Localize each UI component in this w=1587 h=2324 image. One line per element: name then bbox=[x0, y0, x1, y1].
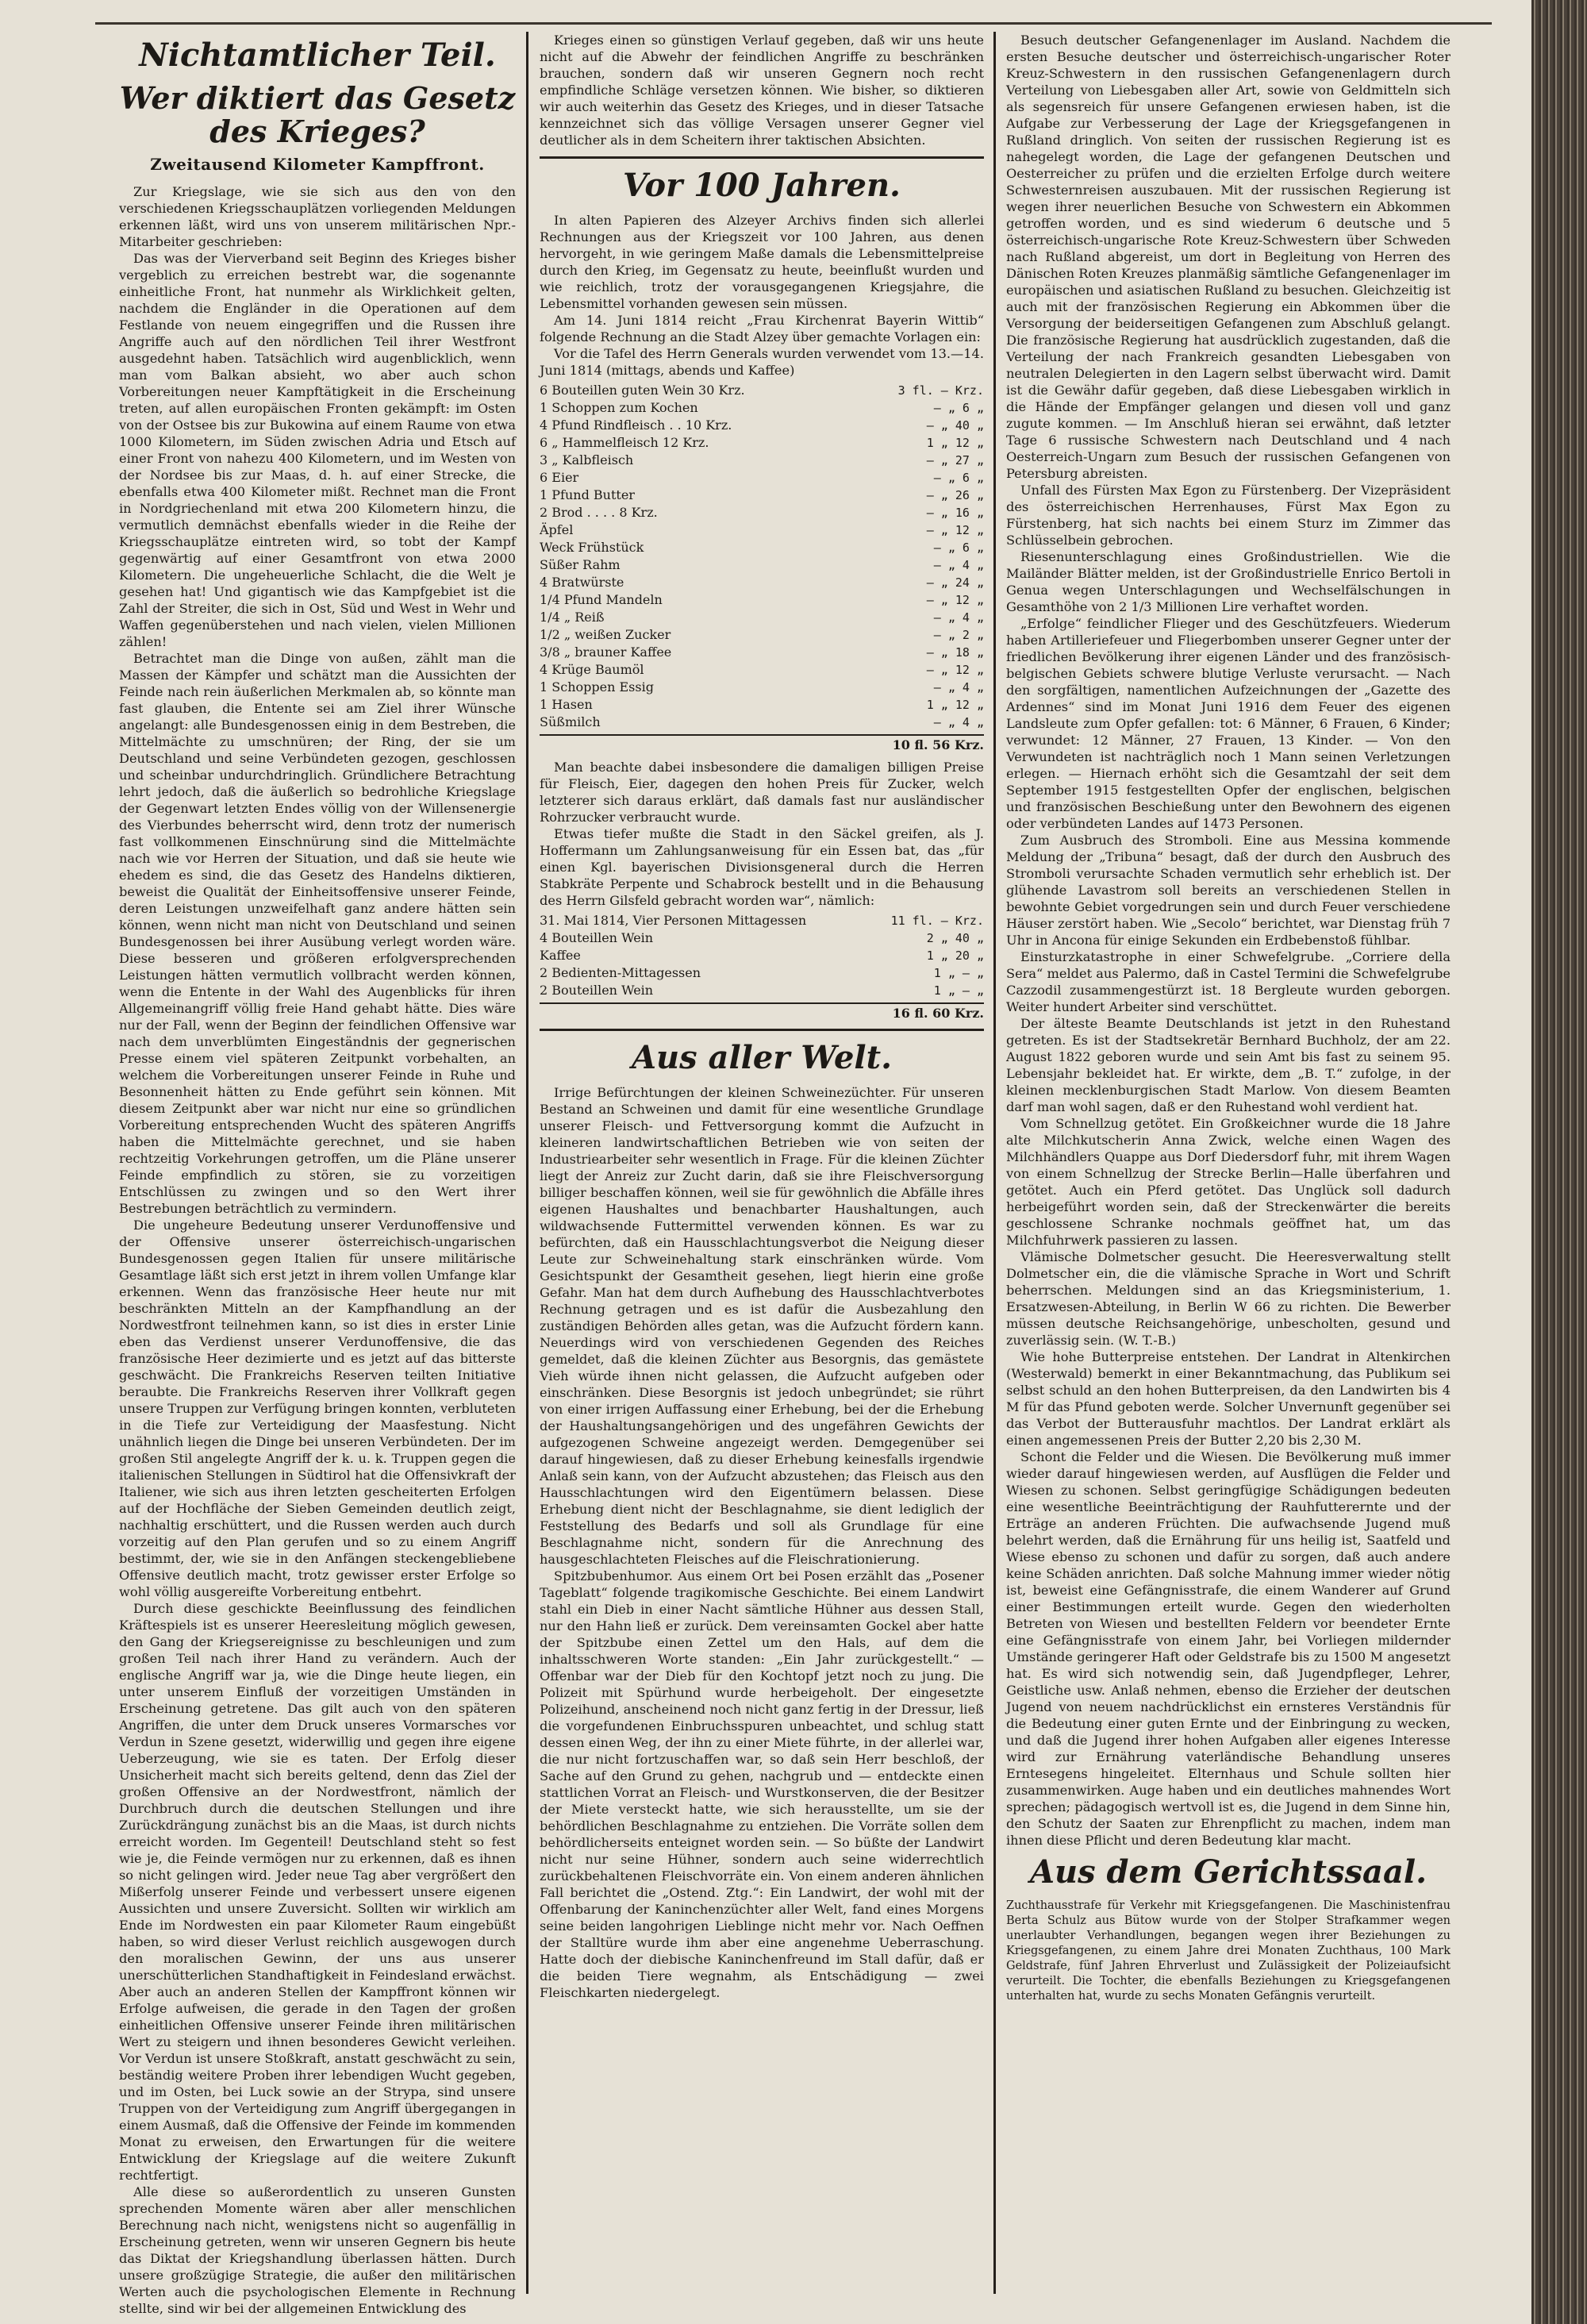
bill-row bbox=[540, 434, 984, 452]
bill-item: Kaffee bbox=[540, 948, 581, 963]
bill-amount: — „ 4 „ bbox=[933, 715, 984, 729]
news-item: Schont die Felder und die Wiesen. Die Bevölkerung muß immer wieder darauf hingewiesen werden, auf Ausflügen die Felder und Wiesen zu schonen. Selbst geringfügige Schädigungen bedeuten eine wesentliche Beeinträchtigung der Rauhfutterernte und der Erträge an anderen Früchten. Die aufwachsende Jugend muß belehrt werden, daß die Ernährung für uns heilig ist, Saatfeld und Wiese ebenso zu schonen und dafür zu sorgen, daß auch andere keine Schäden anrichten. Daß solche Mahnung immer wieder nötig ist, beweist eine Gefängnisstrafe, die einem Wanderer auf Grund einer Bestimmungen erteilt wurde. Gegen den wiederholten Betreten von Wiesen und bestellten Feldern vor beendeter Ernte eine Gefängnisstrafe von einem Jahr, bei Vorliegen mildernder Umstände geringerer Haft oder Geldstrafe bis zu 1500 M angesetzt hat. Es wird sich notwendig sein, daß Jugendpfleger, Lehrer, Geistliche usw. Anlaß nehmen, ebenso die Erzieher der deutschen Jugend von neuem nachdrücklichst ein ernsteres Verständnis für die Bedeutung einer guten Ernte und der Einbringung zu wecken, und daß die Jugend ihrer hohen Aufgaben aller eigenes Interesse wird zur Ernährung vaterländische Behandlung unseres Erntesegens hingeleitet. Elternhaus und Schule sollten hier zusammenwirken. Auge haben und ein deutliches mahnendes Wort sprechen; pädagogisch wertvoll ist es, die Jugend in dem Sinne hin, den Schutz der Saaten zur Ehrenpflicht zu machen, indem man ihnen diese Pflicht und deren Bedeutung klar macht. bbox=[1006, 1449, 1451, 1848]
bill-row bbox=[540, 574, 984, 591]
bill-total: 16 fl. 60 Krz. bbox=[540, 1002, 984, 1021]
bill-row bbox=[540, 714, 984, 731]
top-border bbox=[95, 22, 1492, 25]
bill-item: 4 Bratwürste bbox=[540, 575, 624, 590]
bill-row bbox=[540, 487, 984, 504]
section-title: Aus dem Gerichtssaal. bbox=[1029, 1853, 1428, 1891]
article-paragraph: Krieges einen so günstigen Verlauf gegeben, daß wir uns heute nicht auf die Abwehr der feindlichen Angriffe zu beschränken brauchen, sondern daß wir unseren Gegnern noch recht empfindliche Schläge versetzen können. Wie bisher, so diktieren wir auch weiterhin das Gesetz des Krieges, und in dieser Tatsache kennzeichnet sich das völlige Versagen unserer Gegner viel deutlicher als in dem Scheitern ihrer taktischen Absichten. bbox=[540, 33, 984, 148]
news-item: Vlämische Dolmetscher gesucht. Die Heeresverwaltung stellt Dolmetscher ein, die die vlämische Sprache in Wort und Schrift beherrschen. Meldungen sind an das Kriegsministerium, 1. Ersatzwesen-Abteilung, in Berlin W 66 zu richten. Die Bewerber müssen deutsche Reichsangehörige, unbescholten, gesund und zuverlässig sein. (W. T.-B.) bbox=[1006, 1249, 1451, 1348]
court-item: Zuchthausstrafe für Verkehr mit Kriegsgefangenen. Die Maschinistenfrau Berta Schulz aus Bütow wurde von der Stolper Strafkammer wegen unerlaubter Verhandlungen, begangen wegen ihrer Beziehungen zu Kriegsgefangenen, zu einem Jahre drei Monaten Zuchthaus, 100 Mark Geldstrafe, fünf Jahren Ehrverlust und Zulässigkeit der Polizeiaufsicht verurteilt. Die Tochter, die ebenfalls Beziehungen zu Kriegsgefangenen unterhalten hat, wurde zu sechs Monaten Gefängnis verurteilt. bbox=[1006, 1899, 1451, 2003]
bill-amount: — „ 6 „ bbox=[933, 401, 984, 415]
bill-amount: — „ 12 „ bbox=[926, 663, 984, 677]
bill-amount: — „ 2 „ bbox=[933, 628, 984, 642]
column-1 bbox=[119, 32, 516, 2316]
article-paragraph: Durch diese geschickte Beeinflussung des feindlichen Kräftespiels ist es unserer Heeresleitung möglich gewesen, den Gang der Kriegsereignisse zu beschleunigen und zum großen Teil nach ihrer Hand zu verändern. Auch der englische Angriff war ja, wie die Dinge heute liegen, ein unter unserem Einfluß der vorzeitigen Umständen in Erscheinung getretene. Das gilt auch von den späteren Angriffen, die unter dem Druck unseres Vormarsches vor Verdun in Szene gesetzt, widerwillig und gegen ihre eigene Ueberzeugung, wie sie es taten. Der Erfolg dieser Unsicherheit macht sich bereits geltend, denn das Ziel der großen Offensive an der Nordwestfront, nämlich der Durchbruch durch die deutschen Stellungen und ihre Zurückdrängung zunächst bis an die Maas, ist durch nichts erreicht worden. Im Gegenteil! Deutschland steht so fest wie je, die Feinde vermögen nur zu erkennen, daß es ihnen so nicht gelingen wird. Jeder neue Tag aber vergrößert den Mißerfolg unserer Feinde und verbessert unsere eigenen Aussichten und unsere Zuversicht. Sollten wir wirklich am Ende im Nordwesten ein paar Kilometer Raum eingebüßt haben, so wird dieser Verlust reichlich ausgewogen durch den moralischen Gewinn, der uns aus unserer unerschütterlichen Standhaftigkeit in Feindesland erwächst. Aber auch an anderen Stellen der Kampffront können wir Erfolge aufweisen, die gerade in den Tagen der großen einheitlichen Offensive unserer Feinde ihren militärischen Wert zu steigern und ihnen besonderes Gewicht verleihen. Vor Verdun ist unsere Stoßkraft, anstatt geschwächt zu sein, beständig weitere Proben ihrer lebendigen Wucht gegeben, und im Osten, bei Luck sowie an der Strypa, sind unsere Truppen von der Verteidigung zum Angriff übergegangen in einem Ausmaß, daß die Offensive der Feinde im kommenden Monat zu erweisen, den Erwartungen für die weitere Entwicklung der Kriegslage auf die weitere Zukunft rechtfertigt. bbox=[119, 1600, 516, 2183]
bill-item: 1/2 „ weißen Zucker bbox=[540, 627, 671, 642]
article-paragraph: Die ungeheure Bedeutung unserer Verdunoffensive und der Offensive unserer österreichisch-ungarischen Bundesgenossen gegen Italien für unsere militärische Gesamtlage läßt sich erst jetzt in ihrem vollen Umfange klar erkennen. Wenn das französische Heer heute nur mit beschränkten Mitteln an der Kampfhandlung an der Nordwestfront teilnehmen kann, so ist dies in erster Linie eben das Verdienst unserer Verdunoffensive, die das französische Heer dezimierte und es jetzt auf das bitterste geschwächt. Die Frankreichs Reserven teilten Initiative beraubte. Die Frankreichs Reserven ihrer Vollkraft gegen unsere Truppen zur Verfügung bringen konnten, verbluteten in die Tiefe zur Verteidigung der Maasfestung. Nicht unähnlich liegen die Dinge bei unseren Verbündeten. Der im großen Stil angelegte Angriff der k. u. k. Truppen gegen die italienischen Stellungen in Südtirol hat die Offensivkraft der Italiener, wie sich aus ihren letzten gescheiterten Erfolgen auf der Hochfläche der Sieben Gemeinden deutlich zeigt, nachhaltig erschüttert, und die Russen werden auch durch vorzeitig auf den Plan gerufen und so zu einem Angriff bestimmt, der, wie sie in den Anfängen steckengebliebene Offensive deutlich macht, trotz gewisser erster Erfolge so wohl völlig ausgereifte Vorbereitung entbehrt. bbox=[119, 1217, 516, 1599]
article-paragraph: Vor die Tafel des Herrn Generals wurden verwendet vom 13.—14. Juni 1814 (mittags, abends und Kaffee) bbox=[540, 346, 984, 378]
bill-item: 2 Brod . . . . 8 Krz. bbox=[540, 505, 658, 520]
bill-amount: 1 „ 12 „ bbox=[926, 698, 984, 712]
news-item: Vom Schnellzug getötet. Ein Großkeichner wurde die 18 Jahre alte Milchkutscherin Anna Zwick, welche einen Wagen des Milchhändlers Quappe aus Dorf Diedersdorf fuhr, mit ihrem Wagen von einem Schnellzug der Strecke Berlin—Halle überfahren und getötet. Auch ein Pferd getötet. Das Unglück soll dadurch herbeigeführt worden sein, daß der Streckenwärter die bereits geschlossene Schranke nochmals geöffnet hat, um das Milchfuhrwerk passieren zu lassen. bbox=[1006, 1116, 1451, 1248]
article-paragraph: In alten Papieren des Alzeyer Archivs finden sich allerlei Rechnungen aus der Kriegszeit vor 100 Jahren, aus denen hervorgeht, in wie geringem Maße damals die Lebensmittelpreise durch den Krieg, im Gegensatz zu heute, beeinflußt wurden und wie reichlich, trotz der vorausgegangenen Kriegsjahre, die Lebensmittel vorhanden gewesen sein müssen. bbox=[540, 213, 984, 311]
news-item: Einsturzkatastrophe in einer Schwefelgrube. „Corriere della Sera“ meldet aus Palermo, daß in Castel Termini die Schwefelgrube Cazzodil zusammengestürzt ist. 18 Bergleute wurden geborgen. Weiter hundert Arbeiter sind verschüttet. bbox=[1006, 949, 1451, 1014]
bill-row bbox=[540, 661, 984, 679]
bill-item: 31. Mai 1814, Vier Personen Mittagessen bbox=[540, 913, 807, 928]
bill-item: 4 Bouteillen Wein bbox=[540, 930, 654, 945]
bill-amount: — „ 4 „ bbox=[933, 680, 984, 695]
bill-amount: — „ 12 „ bbox=[926, 593, 984, 607]
bill-item: 3/8 „ brauner Kaffee bbox=[540, 644, 672, 660]
bill-table bbox=[540, 382, 984, 731]
bill-amount: — „ 4 „ bbox=[933, 558, 984, 572]
column-rule bbox=[526, 32, 528, 2294]
bill-row bbox=[540, 504, 984, 521]
bill-amount: — „ 4 „ bbox=[933, 610, 984, 625]
bill-item: 6 Eier bbox=[540, 470, 579, 485]
bill-row bbox=[540, 912, 984, 929]
bill-amount: — „ 6 „ bbox=[933, 471, 984, 485]
news-item: Unfall des Fürsten Max Egon zu Fürstenberg. Der Vizepräsident des österreichischen Herrenhauses, Fürst Max Egon zu Fürstenberg, hat sich nachts bei einem Sturz im Zimmer das Schlüsselbein gebrochen. bbox=[1006, 483, 1451, 548]
section-divider bbox=[540, 156, 984, 159]
bill-item: 2 Bouteillen Wein bbox=[540, 983, 654, 998]
news-item: Wie hohe Butterpreise entstehen. Der Landrat in Altenkirchen (Westerwald) bemerkt in einer Bekanntmachung, das Publikum sei selbst schuld an den hohen Butterpreisen, da den Landwirten bis 4 M für das Pfund geboten werde. Solcher Unvernunft gegenüber sei das Verbot der Butterausfuhr machtlos. Der Landrat erklärt als einen angemessenen Preis der Butter 2,20 bis 2,30 M. bbox=[1006, 1349, 1451, 1448]
bill-row bbox=[540, 382, 984, 399]
bill-row bbox=[540, 626, 984, 644]
column-2 bbox=[540, 32, 984, 2302]
bill-item: 6 Bouteillen guten Wein 30 Krz. bbox=[540, 383, 745, 398]
news-item: Zum Ausbruch des Stromboli. Eine aus Messina kommende Meldung der „Tribuna“ besagt, daß der durch den Ausbruch des Stromboli verursachte Schaden vermutlich sehr erheblich ist. Der glühende Lavastrom soll bereits an verschiedenen Stellen in bewohnte Gebiet vorgedrungen sein und durch Feuer verschiedene Häuser zerstört haben. Wie „Secolo“ berichtet, war Dienstag früh 7 Uhr in Ancona für einige Sekunden ein Erdbebenstoß fühlbar. bbox=[1006, 833, 1451, 948]
bill-item: 1 Hasen bbox=[540, 697, 593, 712]
article-paragraph: Am 14. Juni 1814 reicht „Frau Kirchenrat Bayerin Wittib“ folgende Rechnung an die Stadt Alzey über gemachte Vorlagen ein: bbox=[540, 313, 984, 344]
bill-amount: — „ 6 „ bbox=[933, 541, 984, 555]
bill-row bbox=[540, 399, 984, 417]
news-item: Riesenunterschlagung eines Großindustriellen. Wie die Mailänder Blätter melden, ist der Großindustrielle Enrico Bertoli in Genua wegen Unterschlagungen und Wechselfälschungen in Gesamthöhe von 2 1/3 Millionen Lire verhaftet worden. bbox=[1006, 549, 1451, 614]
bill-item: Süßer Rahm bbox=[540, 557, 621, 572]
bill-row bbox=[540, 521, 984, 539]
article-paragraph: Irrige Befürchtungen der kleinen Schweinezüchter. Für unseren Bestand an Schweinen und damit für eine wesentliche Grundlage unserer Fleisch- und Fettversorgung kommt die Aufzucht in kleineren landwirtschaftlichen Betrieben wie von seiten der Industriearbeiter sehr wesentlich in Frage. Für die kleinen Züchter liegt der Anreiz zur Zucht darin, daß sie ihre Fleischversorgung billiger beschaffen können, weil sie für gewöhnlich die Abfälle ihres eigenen Haushaltes und benachbarter Haushaltungen, auch wildwachsende Futtermittel verwenden können. Es war zu befürchten, daß ein Hausschlachtungsverbot die Neigung dieser Leute zur Schweinehaltung stark einschränken würde. Vom Gesichtspunkt der Gesamtheit gesehen, liegt hierin eine große Gefahr. Man hat dem durch Aufhebung des Hausschlachtverbotes Rechnung getragen und es ist dafür die Ausbezahlung den zuständigen Behörden alles getan, was die Aufzucht fördern kann. Neuerdings wird von verschiedenen Gegenden des Reiches gemeldet, daß die kleinen Züchter aus Besorgnis, das gemästete Vieh würde ihnen nicht gelassen, die Aufzucht aufgeben oder einschränken. Diese Besorgnis ist jedoch unbegründet; sie rührt von einer irrigen Auffassung einer Erhebung, bei der die Erhebung der Haushaltungsangehörigen und des ungefähren Gewichts der aufgezogenen Schweine angezeigt werden. Demgegenüber sei darauf hingewiesen, daß zu dieser Erhebung keinesfalls irgendwie Anlaß sein kann, von der Aufzucht abzustehen; das Fleisch aus den Hausschlachtungen wird den Eigentümern belassen. Diese Erhebung dient nicht der Beschlagnahme, sie dient lediglich der Feststellung des Bedarfs und soll als Grundlage für eine Beschlagnahme nicht, sondern für die Anrechnung des hausgeschlachteten Fleisches auf die Fleischrationierung. bbox=[540, 1085, 984, 1567]
article-subhead: Zweitausend Kilometer Kampffront. bbox=[150, 154, 485, 174]
bill-item: 4 Pfund Rindfleisch . . 10 Krz. bbox=[540, 417, 732, 433]
bill-row bbox=[540, 644, 984, 661]
article-paragraph: Spitzbubenhumor. Aus einem Ort bei Posen erzählt das „Posener Tageblatt“ folgende tragikomische Geschichte. Bei einem Landwirt stahl ein Dieb in einer Nacht sämtliche Hühner aus dessen Stall, nur den Hahn ließ er zurück. Dem vereinsamten Gockel aber hatte der Spitzbube einen Zettel um den Hals, auf dem die inhaltsschweren Worte standen: „Ein Jahr zurückgestellt.“ — Offenbar war der Dieb für den Kochtopf jetzt noch zu jung. Die Polizeit mit Spürhund wurde herbeigeholt. Der eingesetzte Polizeihund, anscheinend noch nicht ganz fertig in der Dressur, ließ die vorgefundenen Einbruchsspuren unbeachtet, und schlug statt dessen einen Weg, der ihn zu einer Miete führte, in der allerlei war, die nur nicht fortzuschaffen war, so daß sein Herr beschloß, der Sache auf den Grund zu gehen, nachgrub und — entdeckte einen stattlichen Vorrat an Fleisch- und Wurstkonserven, die der Besitzer der Miete versteckt hatte, wie sich herausstellte, um sie der behördlichen Beschlagnahme zu entziehen. Die Vorräte sollen dem behördlicherseits enteignet worden sein. — So büßte der Landwirt nicht nur seine Hühner, sondern auch seine widerrechtlich zurückbehaltenen Fleischvorräte ein. Von einem anderen ähnlichen Fall berichtet die „Ostend. Ztg.“: Ein Landwirt, der wohl mit der Offenbarung der Kaninchenzüchter aller Welt, fand eines Morgens seine beiden langohrigen Lieblinge nicht mehr vor. Nach Oeffnen der Stalltüre wurde ihm aber eine angenehme Ueberraschung. Hatte doch der diebische Kaninchenfreund im Stall dafür, daß er die beiden Tiere wegnahm, als Entschädigung — zwei Fleischkarten niedergelegt. bbox=[540, 1568, 984, 2000]
bill-item: 6 „ Hammelfleisch 12 Krz. bbox=[540, 435, 709, 450]
bill-amount: 3 fl. — Krz. bbox=[897, 383, 984, 398]
bill-item: 1 Schoppen zum Kochen bbox=[540, 400, 698, 415]
bill-row bbox=[540, 417, 984, 434]
bill-amount: 11 fl. — Krz. bbox=[890, 914, 984, 928]
article-paragraph: Zur Kriegslage, wie sie sich aus den von den verschiedenen Kriegsschauplätzen vorliegenden Meldungen erkennen läßt, wird uns von unserem militärischen Npr.-Mitarbeiter geschrieben: bbox=[119, 183, 516, 249]
bill-amount: 1 „ — „ bbox=[933, 966, 984, 980]
article-paragraph: Alle diese so außerordentlich zu unseren Gunsten sprechenden Momente wären aber aller menschlichen Berechnung nach nicht, wenigstens nicht so augenfällig in Erscheinung getreten, wenn wir unseren Gegnern bis heute das Diktat der Kriegshandlung überlassen hätten. Durch unsere großzügige Strategie, die außer den militärischen Werten auch die psychologischen Elemente in Rechnung stellte, sind wir bei der allgemeinen Entwicklung des bbox=[119, 2184, 516, 2316]
bill-amount: — „ 12 „ bbox=[926, 523, 984, 537]
bill-item: 2 Bedienten-Mittagessen bbox=[540, 965, 701, 980]
bill-amount: — „ 40 „ bbox=[926, 418, 984, 433]
bill-amount: — „ 24 „ bbox=[926, 575, 984, 590]
bill-amount: — „ 26 „ bbox=[926, 488, 984, 502]
bill-row bbox=[540, 696, 984, 714]
bill-row bbox=[540, 539, 984, 556]
section-title: Vor 100 Jahren. bbox=[623, 167, 901, 204]
bill-item: 1 Pfund Butter bbox=[540, 487, 635, 502]
bill-amount: — „ 16 „ bbox=[926, 506, 984, 520]
bill-row bbox=[540, 469, 984, 487]
bill-amount: 2 „ 40 „ bbox=[926, 931, 984, 945]
column-3 bbox=[1006, 32, 1451, 2302]
bill-item: 4 Krüge Baumöl bbox=[540, 662, 644, 677]
bill-amount: 1 „ 12 „ bbox=[926, 436, 984, 450]
article-paragraph: Man beachte dabei insbesondere die damaligen billigen Preise für Fleisch, Eier, dagegen den hohen Preis für Zucker, welch letzterer sich daraus erklärt, daß damals fast nur ausländischer Rohrzucker verbraucht wurde. bbox=[540, 760, 984, 825]
book-spine bbox=[1531, 0, 1587, 2324]
bill-amount: 1 „ — „ bbox=[933, 983, 984, 998]
bill-row bbox=[540, 929, 984, 947]
bill-item: 1/4 „ Reiß bbox=[540, 610, 605, 625]
bill-row bbox=[540, 609, 984, 626]
bill-item: 3 „ Kalbfleisch bbox=[540, 452, 634, 467]
bill-row bbox=[540, 591, 984, 609]
bill-row bbox=[540, 556, 984, 574]
article-paragraph: Etwas tiefer mußte die Stadt in den Säckel greifen, als J. Hoffermann um Zahlungsanweisung für ein Essen bat, das „für einen Kgl. bayerischen Divisionsgeneral durch die Herren Stabkräte Perpente und Schabrock bestellt und in die Behausung des Herrn Gilsfeld gebracht worden war“, nämlich: bbox=[540, 826, 984, 908]
section-title: Nichtamtlicher Teil. bbox=[139, 37, 496, 74]
bill-row bbox=[540, 982, 984, 999]
bill-item: Äpfel bbox=[540, 522, 574, 537]
article-paragraph: Das was der Vierverband seit Beginn des Krieges bisher vergeblich zu erreichen bestrebt war, die sogenannte einheitliche Front, hat nunmehr als Wirklichkeit gelten, nachdem die Engländer in die Operationen auf dem Festlande von neuem eingegriffen und die Russen ihre Angriffe auch auf den nördlichen Teil ihrer Westfront ausgedehnt haben. Tatsächlich wird augenblicklich, wenn man vom Balkan absieht, wo aber auch schon Vorbereitungen neuer Kampftätigkeit in die Erscheinung treten, auf allen europäischen Fronten gekämpft: im Osten von der Ostsee bis zur Bukowina auf einem Raume von etwa 1000 Kilometern, im Süden zwischen Adria und Etsch auf einer Front von nahezu 400 Kilometern, und im Westen von der Nordsee bis zur Maas, d. h. auf einer Strecke, die ebenfalls etwa 400 Kilometer mißt. Rechnet man die Front in Nordgriechenland mit etwa 200 Kilometern hinzu, die vermutlich demnächst ebenfalls wieder in die Reihe der Kriegsschauplätze eintreten wird, so tobt der Kampf gegenwärtig auf einer Gesamtfront von etwa 2000 Kilometern. Die ungeheuerliche Schlacht, die die Welt je gesehen hat! Und gigantisch wie das Kampfgebiet ist die Zahl der Streiter, die sich in Ost, Süd und West in Wehr und Waffen gegenüberstehen und nach vielen, vielen Millionen zählen! bbox=[119, 250, 516, 649]
news-item: Besuch deutscher Gefangenenlager im Ausland. Nachdem die ersten Besuche deutscher und österreichisch-ungarischer Roter Kreuz-Schwestern in den russischen Gefangenenlagern durch Verteilung von Liebesgaben aller Art, sowie von Geldmitteln sich als segensreich für unsere Gefangenen erwiesen haben, ist die Aufgabe zur Verbesserung der Lage der Kriegsgefangenen in Rußland dringlich. Von seiten der russischen Regierung ist es nahegelegt worden, die Lage der gefangenen Deutschen und Oesterreicher zu prüfen und die erzielten Erfolge durch weitere Schwesternreisen auszubauen. Mit der russischen Regierung ist wegen ihrer neuerlichen Besuche von Schwestern ein Abkommen getroffen worden, und es sind wiederum 6 deutsche und 5 österreichisch-ungarische Rote Kreuz-Schwestern über Schweden nach Rußland abgereist, um dort in Begleitung von Herren des Dänischen Roten Kreuzes planmäßig sämtliche Gefangenenlager im europäischen und asiatischen Rußland zu besuchen. Gleichzeitig ist auch mit der französischen Regierung ein Abkommen über die Versorgung der beiderseitigen Gefangenen zum Abschluß gelangt. Die französische Regierung hat ausdrücklich zugestanden, daß die Verteilung der nach Frankreich gesandten Liebesgaben von neutralen Delegierten in den Lagern selbst überwacht wird. Damit ist die Gewähr dafür gegeben, daß diese Liebesgaben wirklich in die Hände der Empfänger gelangen und diesen voll und ganz zugute kommen. — Im Anschluß hieran sei erwähnt, daß letzter Tage 6 russische Schwestern nach Deutschland und 4 nach Oesterreich-Ungarn zum Besuch der russischen Gefangenen von Petersburg abreisten. bbox=[1006, 33, 1451, 481]
news-item: Der älteste Beamte Deutschlands ist jetzt in den Ruhestand getreten. Es ist der Stadtsekretär Bernhard Buchholz, der am 22. August 1822 geboren wurde und sein Amt bis fast zu seinem 95. Lebensjahr bekleidet hat. Er wirkte, dem „B. T.“ zufolge, in der kleinen mecklenburgischen Stadt Marlow. Von diesem Beamten darf man wohl sagen, daß er den Ruhestand wohl verdient hat. bbox=[1006, 1016, 1451, 1114]
section-divider bbox=[540, 1029, 984, 1031]
bill-item: Weck Frühstück bbox=[540, 540, 644, 555]
bill-amount: — „ 18 „ bbox=[926, 645, 984, 660]
bill-row bbox=[540, 452, 984, 469]
news-item: „Erfolge“ feindlicher Flieger und des Geschützfeuers. Wiederum haben Artilleriefeuer und Fliegerbomben unserer Gegner unter der friedlichen Bevölkerung ihrer eigenen Länder und des französisch-belgischen Gebiets schwere blutige Verluste verursacht. — Nach den sorgfältigen, namentlichen Aufzeichnungen der „Gazette des Ardennes“ sind im Monat Juni 1916 dem Feuer des eigenen Landsleute zum Opfer gefallen: tot: 6 Männer, 6 Frauen, 6 Kinder; verwundet: 12 Männer, 27 Frauen, 13 Kinder. — Von den Verwundeten ist nachträglich noch 1 Mann seinen Verletzungen erlegen. — Hiernach erhöht sich die Gesamtzahl der seit dem September 1915 festgestellten Opfer der englischen, belgischen und französischen Beschießung unter den Bewohnern des eigenen oder verbündeten Landes auf 1473 Personen. bbox=[1006, 616, 1451, 831]
section-title: Aus aller Welt. bbox=[631, 1039, 893, 1076]
bill-item: Süßmilch bbox=[540, 714, 601, 729]
bill-amount: 1 „ 20 „ bbox=[926, 948, 984, 963]
article-paragraph: Betrachtet man die Dinge von außen, zählt man die Massen der Kämpfer und schätzt man die Aussichten der Feinde nach rein äußerlichen Merkmalen ab, so könnte man fast glauben, die Entente sei am Ziel ihrer Wünsche angelangt: alle Bundesgenossen einig in dem Bestreben, die Mittelmächte zu umschnüren; der Ring, der sie um Deutschland und seine Verbündeten gezogen, geschlossen und scheinbar undurchdringlich. Gründlichere Betrachtung lehrt jedoch, daß die äußerlich so bedrohliche Kriegslage der Gegenwart letzten Endes völlig von der Willensenergie des Vierbundes beherrscht wird, denn trotz der numerisch fast vollkommenen Einschnürung sind die Mittelmächte nach wie vor Herren der Situation, und daß sie heute wie ehedem es sind, die das Gesetz des Handelns diktieren, beweist die Qualität der Einheitsoffensive unserer Feinde, deren Leistungen unzweifelhaft ganz andere hätten sein können, wenn nicht man nicht von Deutschland und seinen Bundesgenossen bei ihrer Ausübung verlegt worden wäre. Diese besseren und größeren erfolgversprechenden Leistungen hätten vermutlich vollbracht werden können, wenn die Entente in der Wahl des Augenblicks für ihren Allgemeinangriff völlig freie Hand gehabt hätte. Dies wäre nur der Fall, wenn der Beginn der feindlichen Offensive war nach dem unverblümten Eingeständnis der gegnerischen Presse einem viel späteren Zeitpunkt vorbehalten, an welchem die Vorbereitungen unserer Feinde in Ruhe und Besonnenheit hätten zu Ende geführt sein können. Mit diesem Zeitpunkt aber war nicht nur eine so gründlichen Vorbereitung entsprechenden Wucht des späteren Angriffs haben die Mittelmächte gerechnet, und sie haben rechtzeitig Vorkehrungen getroffen, um die Pläne unserer Feinde empfindlich zu stören, sie zu vorzeitigen Entschlüssen zu zwingen und so den Wert ihrer Bestrebungen beträchtlich zu vermindern. bbox=[119, 650, 516, 1216]
bill-total: 10 fl. 56 Krz. bbox=[540, 734, 984, 752]
column-rule bbox=[993, 32, 996, 2294]
bill-item: 1/4 Pfund Mandeln bbox=[540, 592, 663, 607]
bill-table bbox=[540, 912, 984, 999]
bill-row bbox=[540, 964, 984, 982]
bill-item: 1 Schoppen Essig bbox=[540, 679, 654, 695]
bill-amount: — „ 27 „ bbox=[926, 453, 984, 467]
bill-row bbox=[540, 947, 984, 964]
bill-row bbox=[540, 679, 984, 696]
article-headline: Wer diktiert das Gesetz des Krieges? bbox=[119, 80, 516, 149]
